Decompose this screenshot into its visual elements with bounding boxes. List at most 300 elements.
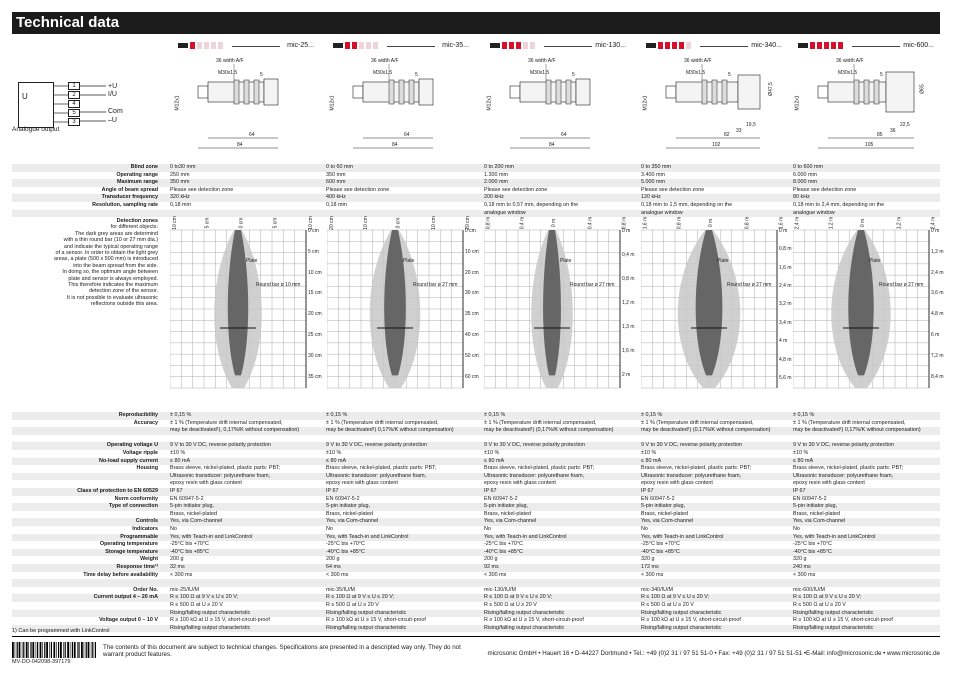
- spec-value: ±10 %: [326, 450, 342, 456]
- zone-x-tick: 0 m: [551, 218, 558, 228]
- spec-value: Rising/falling output characteristic: [484, 609, 565, 616]
- spec-value: No: [326, 526, 333, 532]
- spec-value: Rising/falling output characteristic: [793, 624, 874, 631]
- spec-value: Please see detection zone: [641, 186, 705, 193]
- spec-value: -40°C bis +85°C: [641, 548, 680, 555]
- spec-value: Rising/falling output characteristic: [793, 609, 874, 616]
- header-rule: [852, 46, 900, 47]
- spec-value: 92 ms: [484, 564, 499, 570]
- spec-value: Please see detection zone: [484, 186, 548, 193]
- zone-bar-label: Round bar ø 27 mm: [570, 282, 615, 289]
- zone-x-tick: 0,8 m: [744, 216, 751, 230]
- spec-label: Accuracy: [133, 419, 158, 426]
- zone-y-tick: 30 cm: [308, 352, 322, 359]
- spec-value: 9 V to 30 V DC, reverse polarity protection: [326, 442, 427, 449]
- model-name: mic-35...: [442, 42, 469, 49]
- spec-value: mic-600/IU/M: [793, 586, 826, 593]
- spec-row: [12, 450, 940, 458]
- spec-value: may be deactivated¹) (0,17%/K without compensation): [641, 427, 771, 434]
- barcode-text: MV-DO-042098-397179: [12, 659, 71, 665]
- spec-value: 200 g: [170, 556, 184, 563]
- wiring-box-label: U: [22, 92, 28, 101]
- zone-y-tick: 15 cm: [308, 290, 322, 297]
- spec-value: 200 g: [484, 556, 498, 563]
- spec-value: No: [484, 526, 491, 532]
- disclaimer: The contents of this document are subject to technical changes. Specifications are presented in a descripted way only. They do not warrant product features.: [103, 644, 461, 659]
- spec-label: Indicators: [132, 526, 158, 532]
- zone-grid: [793, 216, 947, 396]
- spec-value: < 300 ms: [484, 571, 507, 578]
- spec-label: Order No.: [133, 586, 158, 593]
- spec-value: 0,18 mm to 2,4 mm, depending on the: [793, 202, 885, 208]
- spec-row: [12, 572, 940, 580]
- zone-x-tick: 2,4 m: [794, 216, 801, 230]
- spec-value: Ultrasonic transducer: polyurethane foam,: [484, 472, 585, 479]
- spec-label: Operating range: [116, 171, 158, 178]
- spec-label: No-load supply current: [98, 457, 158, 464]
- detection-zone-chart: [793, 216, 947, 396]
- spec-row: [12, 594, 940, 602]
- zone-y-tick: 30 cm: [465, 290, 479, 297]
- spec-value: 120 kHz: [641, 194, 661, 201]
- spec-value: < 300 ms: [170, 571, 193, 578]
- zone-y-tick: 35 cm: [308, 373, 322, 380]
- spec-label: Transducer frequency: [101, 194, 158, 201]
- spec-value: 200 kHz: [484, 194, 504, 201]
- wiring-label: Com: [108, 108, 123, 115]
- zone-x-tick: 0,8 m: [621, 216, 628, 230]
- wiring-label: –U: [108, 117, 117, 124]
- spec-value: 9 V to 30 V DC, reverse polarity protection: [793, 442, 894, 449]
- spec-value: EN 60947-5-2: [484, 495, 518, 502]
- zone-x-tick: 0,4 m: [587, 216, 594, 230]
- dim-length-1: 82: [724, 132, 730, 138]
- zone-y-tick: 20 cm: [308, 311, 322, 318]
- spec-value: 0 to 350 mm: [641, 164, 671, 170]
- zone-y-tick: 0 cm: [465, 228, 476, 234]
- spec-row: [12, 465, 940, 473]
- zone-plate-label: Plate: [403, 258, 415, 265]
- spec-value: Brass sleeve, nickel-plated, plastic parts: PBT;: [484, 465, 595, 472]
- zone-x-tick: 2,4 m: [930, 216, 937, 230]
- spec-label: Housing: [136, 465, 158, 472]
- sensor-column: [480, 38, 630, 148]
- wiring-lines: [12, 74, 162, 134]
- zone-x-tick: 20 cm: [464, 216, 471, 230]
- spec-row: [12, 420, 940, 428]
- spec-value: 320 kHz: [170, 194, 190, 201]
- spec-value: 32 ms: [170, 564, 185, 570]
- spec-row: [12, 541, 940, 549]
- spec-value: 200 g: [326, 556, 340, 563]
- header-rule: [700, 46, 748, 47]
- spec-value: 0 to 60 mm: [326, 164, 353, 170]
- spec-value: Please see detection zone: [170, 186, 234, 193]
- spec-row: [12, 164, 940, 172]
- spec-value: EN 60947-5-2: [170, 495, 204, 502]
- spec-value: No: [170, 526, 177, 532]
- detection-line: for different objects:: [110, 224, 158, 231]
- zone-y-tick: 6 m: [931, 331, 940, 338]
- spec-value: No: [793, 526, 800, 532]
- sensor-beam-icon: [798, 41, 848, 50]
- spec-value: R ≤ 100 Ω at 9 V ≤ U ≤ 20 V;: [170, 594, 239, 601]
- spec-value: R ≥ 100 kΩ at U ≥ 15 V, short-circuit-proof: [484, 617, 584, 624]
- spec-value: Rising/falling output characteristic: [484, 624, 565, 631]
- spec-value: 0,18 mm: [326, 202, 347, 208]
- spec-label: Storage temperature: [105, 548, 158, 555]
- zone-y-tick: 1,3 m: [622, 323, 635, 330]
- spec-value: -25°C bis +70°C: [641, 541, 680, 548]
- spec-label: Programmable: [120, 533, 158, 540]
- spec-value: R ≤ 100 Ω at 9 V ≤ U ≤ 20 V;: [484, 594, 553, 601]
- spec-value: No: [641, 526, 648, 532]
- spec-row: [12, 496, 940, 504]
- spec-value: ≤ 80 mA: [170, 457, 191, 464]
- spec-value: Ultrasonic transducer: polyurethane foam,: [326, 472, 427, 479]
- spec-value: EN 60947-5-2: [793, 495, 827, 502]
- spec-row: [12, 556, 940, 564]
- zone-plate-label: Plate: [717, 258, 729, 265]
- spec-value: 350 mm: [170, 179, 190, 186]
- zone-y-tick: 2 m: [622, 371, 631, 378]
- spec-value: 320 g: [641, 556, 655, 563]
- zone-y-tick: 0 cm: [308, 228, 319, 234]
- zone-y-tick: 0 m: [779, 228, 788, 234]
- sensor-header: [636, 38, 786, 54]
- barcode-image: [12, 642, 96, 658]
- dim-connector: M12x1: [329, 95, 336, 111]
- spec-row: [12, 427, 940, 435]
- sensor-column: [636, 38, 786, 148]
- spec-value: IP 67: [484, 488, 497, 494]
- spec-value: Brass, nickel-plated: [170, 510, 218, 517]
- spec-value: R ≤ 100 Ω at 9 V ≤ U ≤ 20 V;: [326, 594, 395, 601]
- zone-y-tick: 5 cm: [308, 248, 319, 255]
- dim-length-2: 102: [712, 142, 721, 148]
- model-name: mic-25...: [287, 42, 314, 49]
- header-rule: [544, 46, 592, 47]
- spec-label: Maximum range: [116, 179, 158, 186]
- dim-connector: M12x1: [486, 95, 493, 111]
- zone-y-tick: 4,8 m: [779, 356, 792, 363]
- dim-extra: 5: [728, 72, 731, 78]
- spec-value: -40°C bis +85°C: [170, 548, 209, 555]
- spec-row: [12, 172, 940, 180]
- wiring-terminal: 3: [68, 118, 80, 126]
- spec-value: 6.000 mm: [793, 171, 817, 178]
- spec-row: [12, 579, 940, 587]
- spec-value: may be deactivated¹) 0,17%/K without compensation): [793, 427, 921, 434]
- spec-row: [12, 534, 940, 542]
- spec-value: 5-pin initiator plug,: [484, 503, 529, 510]
- spec-value: ± 1 % (Temperature drift internal compensated,: [170, 419, 283, 426]
- wiring-terminal: 1: [68, 82, 80, 90]
- dim-connector: M12x1: [794, 95, 801, 111]
- dim-length-2: 84: [392, 142, 398, 148]
- dim-width: 36 width A/F: [684, 58, 712, 64]
- spec-value: IP 67: [326, 488, 339, 494]
- spec-value: ± 0,15 %: [326, 412, 348, 418]
- sensor-header: [480, 38, 630, 54]
- spec-value: R ≤ 100 Ω at 9 V ≤ U ≤ 20 V;: [641, 594, 710, 601]
- spec-value: mic-340/IU/M: [641, 586, 674, 593]
- zone-grid: [170, 216, 324, 396]
- spec-label: Operating temperature: [99, 541, 158, 548]
- zone-y-tick: 1,2 m: [931, 248, 944, 255]
- zone-x-tick: 0 m: [860, 218, 867, 228]
- dim-thread: M30x1,5: [373, 70, 393, 76]
- spec-value: 2.000 mm: [484, 179, 508, 186]
- spec-label: Controls: [135, 518, 158, 525]
- zone-y-tick: 5,6 m: [779, 374, 792, 381]
- detection-line: The dark grey areas are determind: [75, 230, 158, 237]
- spec-value: ± 1 % (Temperature drift internal compensated,: [326, 419, 439, 426]
- dim-length-2: 84: [237, 142, 243, 148]
- spec-row: [12, 518, 940, 526]
- spec-value: R ≥ 100 kΩ at U ≥ 15 V, short-circuit-proof: [793, 617, 893, 624]
- spec-value: 8.000 mm: [793, 179, 817, 186]
- zone-x-tick: 1,2 m: [828, 216, 835, 230]
- spec-value: 5-pin initiator plug,: [641, 503, 686, 510]
- spec-label: Blind zone: [130, 164, 158, 170]
- spec-value: R ≥ 100 kΩ at U ≥ 15 V, short-circuit-proof: [170, 617, 270, 624]
- spec-row: [12, 412, 940, 420]
- dim-length-2: 84: [549, 142, 555, 148]
- sensor-drawing: [788, 56, 938, 168]
- spec-value: 0 to30 mm: [170, 164, 196, 170]
- wiring-terminal: 2: [68, 91, 80, 99]
- spec-row: [12, 503, 940, 511]
- spec-value: ±10 %: [641, 450, 657, 456]
- spec-row: [12, 179, 940, 187]
- zone-x-tick: 10 cm: [430, 216, 437, 230]
- dimension-drawing: [168, 56, 318, 166]
- dim-length-1: 85: [877, 132, 883, 138]
- spec-value: Rising/falling output characteristic: [326, 609, 407, 616]
- zone-x-tick: 10 cm: [307, 216, 314, 230]
- spec-value: Yes, with Teach-in and LinkControl: [641, 533, 724, 540]
- spec-value: Brass, nickel-plated: [326, 510, 374, 517]
- spec-row: [12, 625, 940, 633]
- spec-value: may be deactivated¹), 0,17%/K without compensation): [170, 427, 300, 434]
- spec-value: Yes, via Com-channel: [484, 518, 537, 525]
- detection-line: plate and sensor is always employed.: [68, 275, 158, 282]
- detection-line: This therefore indicates the maximum: [68, 282, 158, 289]
- spec-value: 0,18 mm: [170, 202, 191, 208]
- spec-row: [12, 488, 940, 496]
- spec-value: ±10 %: [484, 450, 500, 456]
- spec-value: R ≤ 500 Ω at U ≥ 20 V: [641, 602, 694, 608]
- detection-zone-chart: [327, 216, 481, 396]
- spec-label: Norm conformity: [114, 495, 158, 502]
- wiring-terminal: 4: [68, 100, 80, 108]
- spec-row: [12, 587, 940, 595]
- spec-value: < 300 ms: [326, 571, 349, 578]
- sensor-beam-icon: [646, 41, 696, 50]
- detection-zone-chart: [641, 216, 795, 396]
- detection-zone-chart: [170, 216, 324, 396]
- zone-y-tick: 0,4 m: [622, 251, 635, 258]
- dim-length-1: 64: [561, 132, 567, 138]
- spec-value: ≤ 80 mA: [326, 457, 347, 464]
- spec-value: -25°C bis +70°C: [326, 541, 365, 548]
- spec-label: Voltage ripple: [122, 450, 158, 456]
- spec-value: 9 V to 30 V DC, reverse polarity protection: [641, 442, 742, 449]
- spec-value: 3.400 mm: [641, 171, 665, 178]
- dim-extra: 33: [736, 128, 742, 134]
- zone-x-tick: 0 cm: [238, 217, 245, 229]
- spec-value: -40°C bis +85°C: [326, 548, 365, 555]
- spec-value: 1.300 mm: [484, 171, 508, 178]
- zone-y-tick: 8,4 m: [931, 373, 944, 380]
- zone-x-tick: 5 cm: [204, 217, 211, 229]
- spec-row: [12, 564, 940, 572]
- spec-value: 80 kHz: [793, 194, 810, 201]
- spec-value: ± 1 % (Temperature drift internal compensated,: [793, 419, 906, 426]
- spec-label: Weight: [140, 556, 158, 563]
- spec-label: Class of protection to EN 60529: [77, 488, 158, 494]
- zone-plate-label: Plate: [869, 258, 881, 265]
- spec-value: 5-pin initiator plug,: [793, 503, 838, 510]
- dimension-drawing: [788, 56, 938, 166]
- spec-label: Angle of beam spread: [101, 186, 158, 193]
- spec-value: -25°C bis +70°C: [793, 541, 832, 548]
- sensor-drawing: [480, 56, 630, 168]
- spec-row: [12, 617, 940, 625]
- zone-grid: [327, 216, 481, 396]
- footnote: 1) Can be programmed with LinkControl: [12, 628, 110, 634]
- zone-plate-label: Plate: [246, 258, 258, 265]
- spec-row: [12, 202, 940, 210]
- zone-x-tick: 10 cm: [171, 216, 178, 230]
- zone-y-tick: 4 m: [779, 338, 788, 345]
- spec-value: IP 67: [170, 488, 183, 494]
- footer-divider: [12, 636, 940, 637]
- zone-y-tick: 10 cm: [465, 248, 479, 255]
- zone-x-tick: 1,2 m: [896, 216, 903, 230]
- dim-length-2: 105: [865, 142, 874, 148]
- dim-extra: 5: [260, 72, 263, 78]
- spec-value: 9 V to 30 V DC, reverse polarity protection: [170, 442, 271, 449]
- spec-value: 240 ms: [793, 564, 811, 570]
- sensor-column: [168, 38, 318, 148]
- spec-value: ± 1 % (Temperature drift internal compensated,: [484, 419, 597, 426]
- spec-label: Voltage output 0 – 10 V: [99, 617, 158, 624]
- zone-y-tick: 0 m: [931, 228, 940, 234]
- dim-width: 36 width A/F: [216, 58, 244, 64]
- spec-value: Rising/falling output characteristic: [326, 624, 407, 631]
- zone-y-tick: 0,8 m: [779, 246, 792, 253]
- dim-extra: 5: [572, 72, 575, 78]
- dim-length-1: 64: [404, 132, 410, 138]
- zone-y-tick: 7,2 m: [931, 352, 944, 359]
- spec-label: Resolution, sampling rate: [92, 202, 158, 208]
- spec-row: [12, 480, 940, 488]
- dim-thread: M30x1,5: [686, 70, 706, 76]
- header-rule: [387, 46, 435, 47]
- sensor-column: [323, 38, 473, 148]
- spec-value: R ≤ 500 Ω at U ≥ 20 V: [484, 602, 537, 608]
- sensor-beam-icon: [178, 41, 228, 50]
- spec-value: ± 0,15 %: [641, 412, 663, 418]
- spec-value: Brass sleeve, nickel-plated, plastic parts: PBT;: [170, 465, 281, 472]
- detection-zone-chart: [484, 216, 638, 396]
- spec-value: -25°C bis +70°C: [484, 541, 523, 548]
- zone-grid: [641, 216, 795, 396]
- spec-value: Yes, with Teach-in and LinkControl: [484, 533, 567, 540]
- spec-value: -40°C bis +85°C: [484, 548, 523, 555]
- spec-value: R ≤ 500 Ω at U ≥ 20 V: [326, 602, 379, 608]
- zone-x-tick: 5 cm: [272, 217, 279, 229]
- dimension-drawing: [636, 56, 786, 166]
- sensor-header: [168, 38, 318, 54]
- spec-value: epoxy resin with glass content: [641, 480, 713, 487]
- spec-value: EN 60947-5-2: [641, 495, 675, 502]
- spec-value: Brass sleeve, nickel-plated, plastic parts: PBT;: [641, 465, 752, 472]
- detection-line: into the beam spread from the side.: [73, 262, 158, 269]
- detection-line: detection zone of the sensor.: [89, 288, 158, 295]
- zone-bar-label: Round bar ø 10 mm: [256, 282, 301, 289]
- company-info: microsonic GmbH • Hauert 16 • D-44227 Dortmund • Tel.: +49 (0)2 31 / 97 51 51-0 • Fax: +49 (0)2 31 / 97 51 51-51 •E-Mail: info@microsonic.de • www.microsonic.de: [487, 650, 940, 657]
- zone-x-tick: 0 cm: [395, 217, 402, 229]
- zone-y-tick: 3,6 m: [931, 290, 944, 297]
- zone-x-tick: 1,6 m: [778, 216, 785, 230]
- spec-value: 320 g: [793, 556, 807, 563]
- spec-value: epoxy resin with glass content: [326, 480, 398, 487]
- dimension-drawing: [480, 56, 630, 166]
- zone-x-tick: 0,4 m: [519, 216, 526, 230]
- dim-connector: M12x1: [174, 95, 181, 111]
- spec-value: ± 0,15 %: [793, 412, 815, 418]
- zone-x-tick: 10 cm: [362, 216, 369, 230]
- spec-value: -25°C bis +70°C: [170, 541, 209, 548]
- dim-thread: M30x1,5: [530, 70, 550, 76]
- spec-row: [12, 511, 940, 519]
- zone-x-tick: 0,8 m: [676, 216, 683, 230]
- spec-value: ≤ 80 mA: [793, 457, 814, 464]
- spec-value: Brass, nickel-plated: [793, 510, 841, 517]
- spec-value: Please see detection zone: [326, 186, 390, 193]
- spec-value: analogue window: [793, 209, 835, 216]
- detection-zones-text: [12, 218, 158, 308]
- dim-extra: Ø47,5: [767, 82, 774, 96]
- spec-row: [12, 435, 940, 443]
- spec-value: R ≤ 500 Ω at U ≥ 20 V: [170, 602, 223, 608]
- detection-line: with a thin round bar (10 or 27 mm dia.): [63, 237, 158, 244]
- sensor-header: [788, 38, 938, 54]
- spec-value: Brass, nickel-plated: [484, 510, 532, 517]
- zone-y-tick: 3,4 m: [779, 319, 792, 326]
- spec-label: Response time¹⁾: [116, 564, 158, 570]
- sensor-drawing: [636, 56, 786, 168]
- spec-label: Type of connection: [108, 503, 158, 510]
- spec-value: ± 0,15 %: [170, 412, 192, 418]
- wiring-label: +U: [108, 83, 118, 90]
- wiring-terminal: 5: [68, 109, 80, 117]
- header-rule: [232, 46, 280, 47]
- spec-row: [12, 187, 940, 195]
- spec-value: 400 kHz: [326, 194, 346, 201]
- dim-thread: M30x1,5: [218, 70, 238, 76]
- spec-value: analogue window: [641, 209, 683, 216]
- zone-bar-label: Round bar ø 27 mm: [879, 282, 924, 289]
- spec-value: Yes, via Com-channel: [641, 518, 694, 525]
- spec-value: 9 V to 30 V DC, reverse polarity protection: [484, 442, 585, 449]
- zone-y-tick: 35 cm: [465, 311, 479, 318]
- dimension-drawing: [323, 56, 473, 166]
- zone-y-tick: 25 cm: [308, 331, 322, 338]
